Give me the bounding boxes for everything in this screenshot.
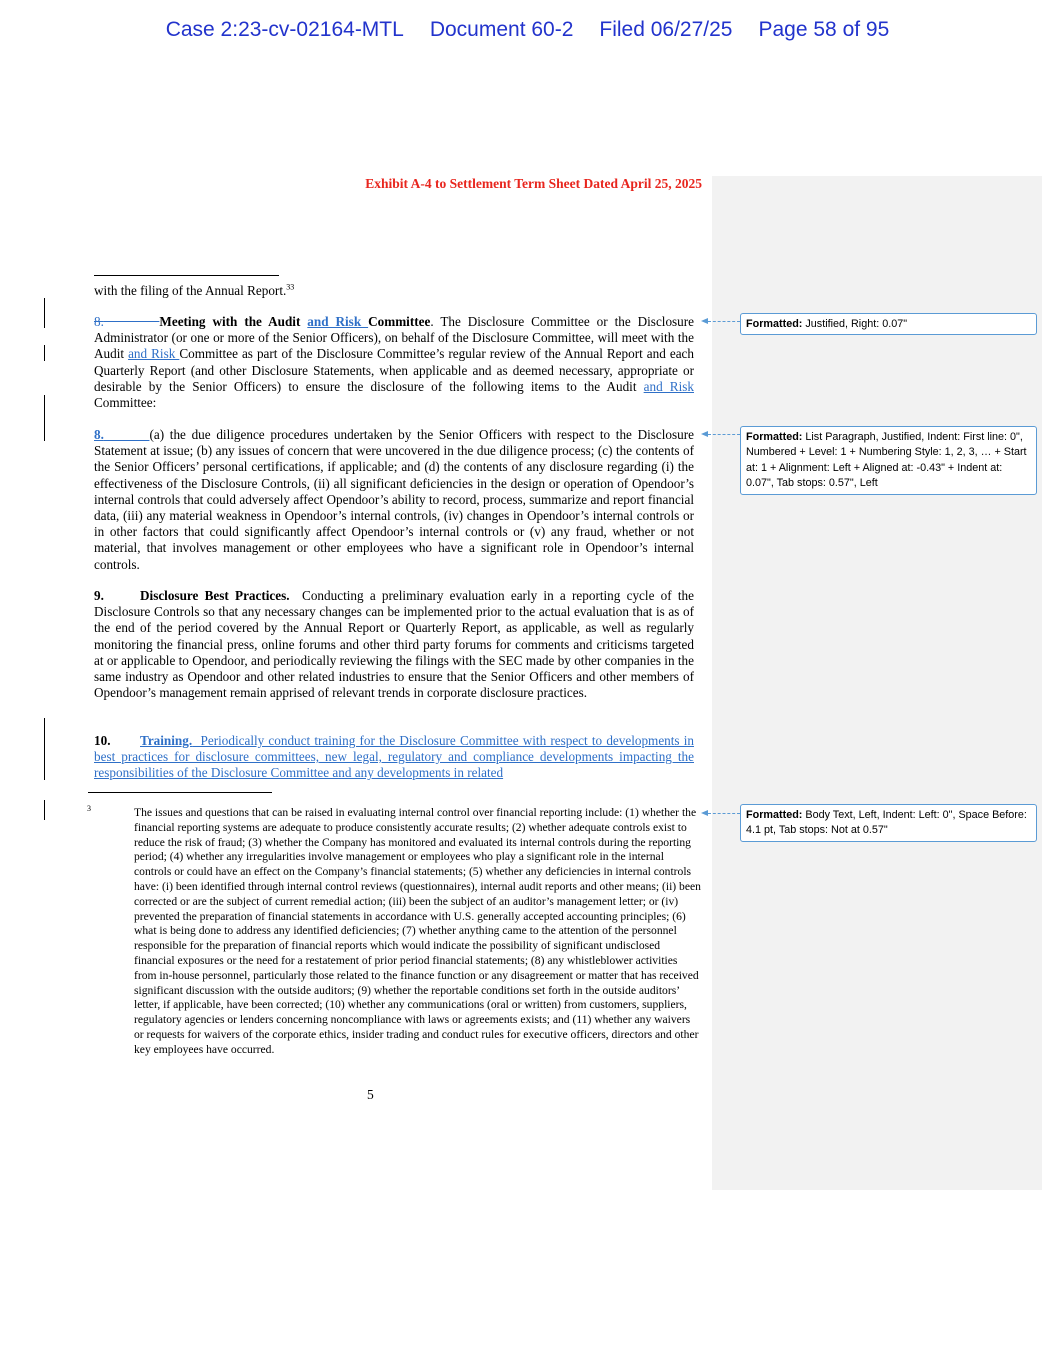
page-number: 5 xyxy=(367,1087,374,1102)
format-comment-balloon[interactable] xyxy=(740,426,1037,495)
section-8-heading xyxy=(159,314,430,329)
change-bar xyxy=(44,718,45,780)
comment-anchor-arrow xyxy=(701,810,708,816)
section-10-text: Periodically conduct training for the Disclosure Committee with respect to developments in best practices for disclosure committees, new legal, regulatory and compliance developments impacting the responsibilities of the Disclosure Committee and any developments in related xyxy=(94,733,694,781)
format-comment-balloon[interactable] xyxy=(740,804,1037,842)
section-9-text: Conducting a preliminary evaluation early in a reporting cycle of the Disclosure Controls so that any necessary changes can be implemented prior to the actual evaluation that is as of the end of the period covered by the Annual Report or Quarterly Report, as applicable, as well as regularly monitoring the financial press, online forums and other third party forums for comments and criticisms targeted at or applicable to Opendoor, and periodically reviewing the filings with the SEC made by other companies in the same industry as Opendoor and other related industries to ensure that the Senior Officers and other members of Opendoor’s management remain apprised of relevant trends in corporate disclosure practices. xyxy=(94,588,694,701)
comment-label: Formatted: xyxy=(746,809,803,821)
heading-text: Meeting with the Audit xyxy=(159,314,308,329)
section-10-number: 10. xyxy=(94,733,111,748)
footnote-separator-top xyxy=(94,275,279,276)
case-header xyxy=(0,18,1055,42)
list-item-text: (a) the due diligence procedures undertaken by the Senior Officers with respect to the Disclosure Statement at issue; (b) any issues of concern that were uncovered in the due diligence process; (c) the contents of the Senior Officers’ personal certifications, if applicable; and (d) the contents of any disclosure regarding (i) the effectiveness of the Disclosure Controls, (ii) all significant deficiencies in the design or operation of Opendoor’s internal controls that could adversely affect Opendoor’s ability to record, process, summarize and report financial data, (iii) any material weakness in Opendoor’s internal controls, (iv) changes in Opendoor’s internal controls or in other factors that could significantly affect Opendoor’s internal controls or (v) any fraud, whether or not material, that involves management or other employees who have a significant role in Opendoor’s internal controls. xyxy=(94,427,694,572)
deleted-section-number: 8. xyxy=(94,314,104,329)
change-bar xyxy=(44,395,45,441)
heading-text: Committee xyxy=(368,314,431,329)
inserted-list-number: 8. xyxy=(94,427,104,442)
case-number: Case 2:23-cv-02164-MTL xyxy=(165,18,404,41)
page-indicator: Page 58 of 95 xyxy=(758,18,890,41)
comment-anchor-arrow xyxy=(701,431,708,437)
comment-text: Justified, Right: 0.07" xyxy=(802,318,908,330)
inserted-tab xyxy=(104,427,150,442)
body-text: Committee: xyxy=(94,395,157,411)
section-8-paragraph xyxy=(94,314,694,411)
comment-label: Formatted: xyxy=(746,318,803,330)
section-10-paragraph xyxy=(94,733,694,782)
section-10-heading: Training. xyxy=(140,733,193,748)
comment-label: Formatted: xyxy=(746,431,803,443)
inserted-text: and Risk xyxy=(307,314,369,329)
exhibit-title: Exhibit A-4 to Settlement Term Sheet Dated April 25, 2025 xyxy=(365,176,702,191)
comment-text: Body Text, Left, Indent: Left: 0", Space Before: 4.1 pt, Tab stops: Not at 0.57" xyxy=(746,809,1027,837)
footnote-text: The issues and questions that can be raised in evaluating internal control over financial reporting include: (1) whether the financial reporting systems are adequate to produce consistently accurate results; (2) whether adequate controls exist to reduce the risk of fraud; (3) whether the Company has monitored and evaluated its internal controls during the reporting period; (4) whether any irregularities involve management or employees who play a significant role in the internal controls or could have an effect on the Company’s financial statements; (5) whether any deficiencies in internal controls have: (i) been identified through internal control reviews (questionnaires), internal audit reports and other means; (ii) been corrected or are the subject of current remedial action; (iii) been the subject of an auditor’s management letter; or (iv) prevented the preparation of financial statements in accordance with U.S. generally accepted accounting principles; (6) what is being done to address any identified deficiencies; (7) whether anything came to the attention of the personnel responsible for the preparation of financial reports which would indicate the possibility of significant undisclosed financial exposures or the need for a restatement of prior period financial statements; (8) any whistleblower activities from in-house personnel, particularly those related to the finance function or any disagreement or matter that has received significant discussion with the outside auditors; (9) whether the reportable conditions set forth in the outside auditors’ letter, if applicable, have been corrected; (10) whether any communications (oral or written) from customers, suppliers, regulatory agencies or lenders concerning noncompliance with laws or agreements exists; and (11) whether any waivers or requests for waivers of the corporate ethics, insider trading and conduct rules for executive officers, directors and other key employees have occurred. xyxy=(134,806,701,1056)
section-9-paragraph xyxy=(94,588,694,701)
deleted-tab xyxy=(104,314,160,329)
document-number: Document 60-2 xyxy=(429,18,574,41)
change-bar xyxy=(44,800,45,820)
format-comment-balloon[interactable] xyxy=(740,313,1037,335)
section-9-heading: Disclosure Best Practices. xyxy=(140,588,290,603)
change-bar xyxy=(44,345,45,361)
footnote-reference: 33 xyxy=(286,282,295,292)
inserted-text: and Risk xyxy=(643,378,694,394)
comment-leader-line xyxy=(708,813,740,814)
footnote-separator xyxy=(88,792,272,793)
change-bar xyxy=(44,298,45,328)
inserted-text: and Risk xyxy=(128,346,180,362)
body-text: Committee as part of the Disclosure Committee’s regular review of the Annual Report and each Quarterly Report (and other Disclosure Statements, when applicable and as deemed necessary, appropriate or desirable by the Senior Officers) to ensure the disclosure of the following items to the Audit xyxy=(94,346,695,394)
continuation-paragraph xyxy=(94,283,694,299)
comment-text: List Paragraph, Justified, Indent: First line: 0", Numbered + Level: 1 + Numbering Style: 1, 2, 3, … + Start at: 1 + Alignment: Left + Aligned at: -0.43" + Indent at: 0.07", Tab stops: 0.57", Left xyxy=(746,431,1027,490)
comment-leader-line xyxy=(708,434,740,435)
filed-date: Filed 06/27/25 xyxy=(599,18,733,41)
continuation-text: with the filing of the Annual Report. xyxy=(94,283,287,298)
comment-anchor-arrow xyxy=(701,318,708,324)
list-item-paragraph xyxy=(94,427,694,573)
comment-leader-line xyxy=(708,321,740,322)
section-9-number: 9. xyxy=(94,588,104,603)
body-text: . The Disclosure Committee or the Disclosure Administrator (or one or more of the Senior Officers), on behalf of the Disclosure Committee, will meet with the Audit xyxy=(94,314,695,362)
footnote-mark: 3 xyxy=(87,804,91,813)
